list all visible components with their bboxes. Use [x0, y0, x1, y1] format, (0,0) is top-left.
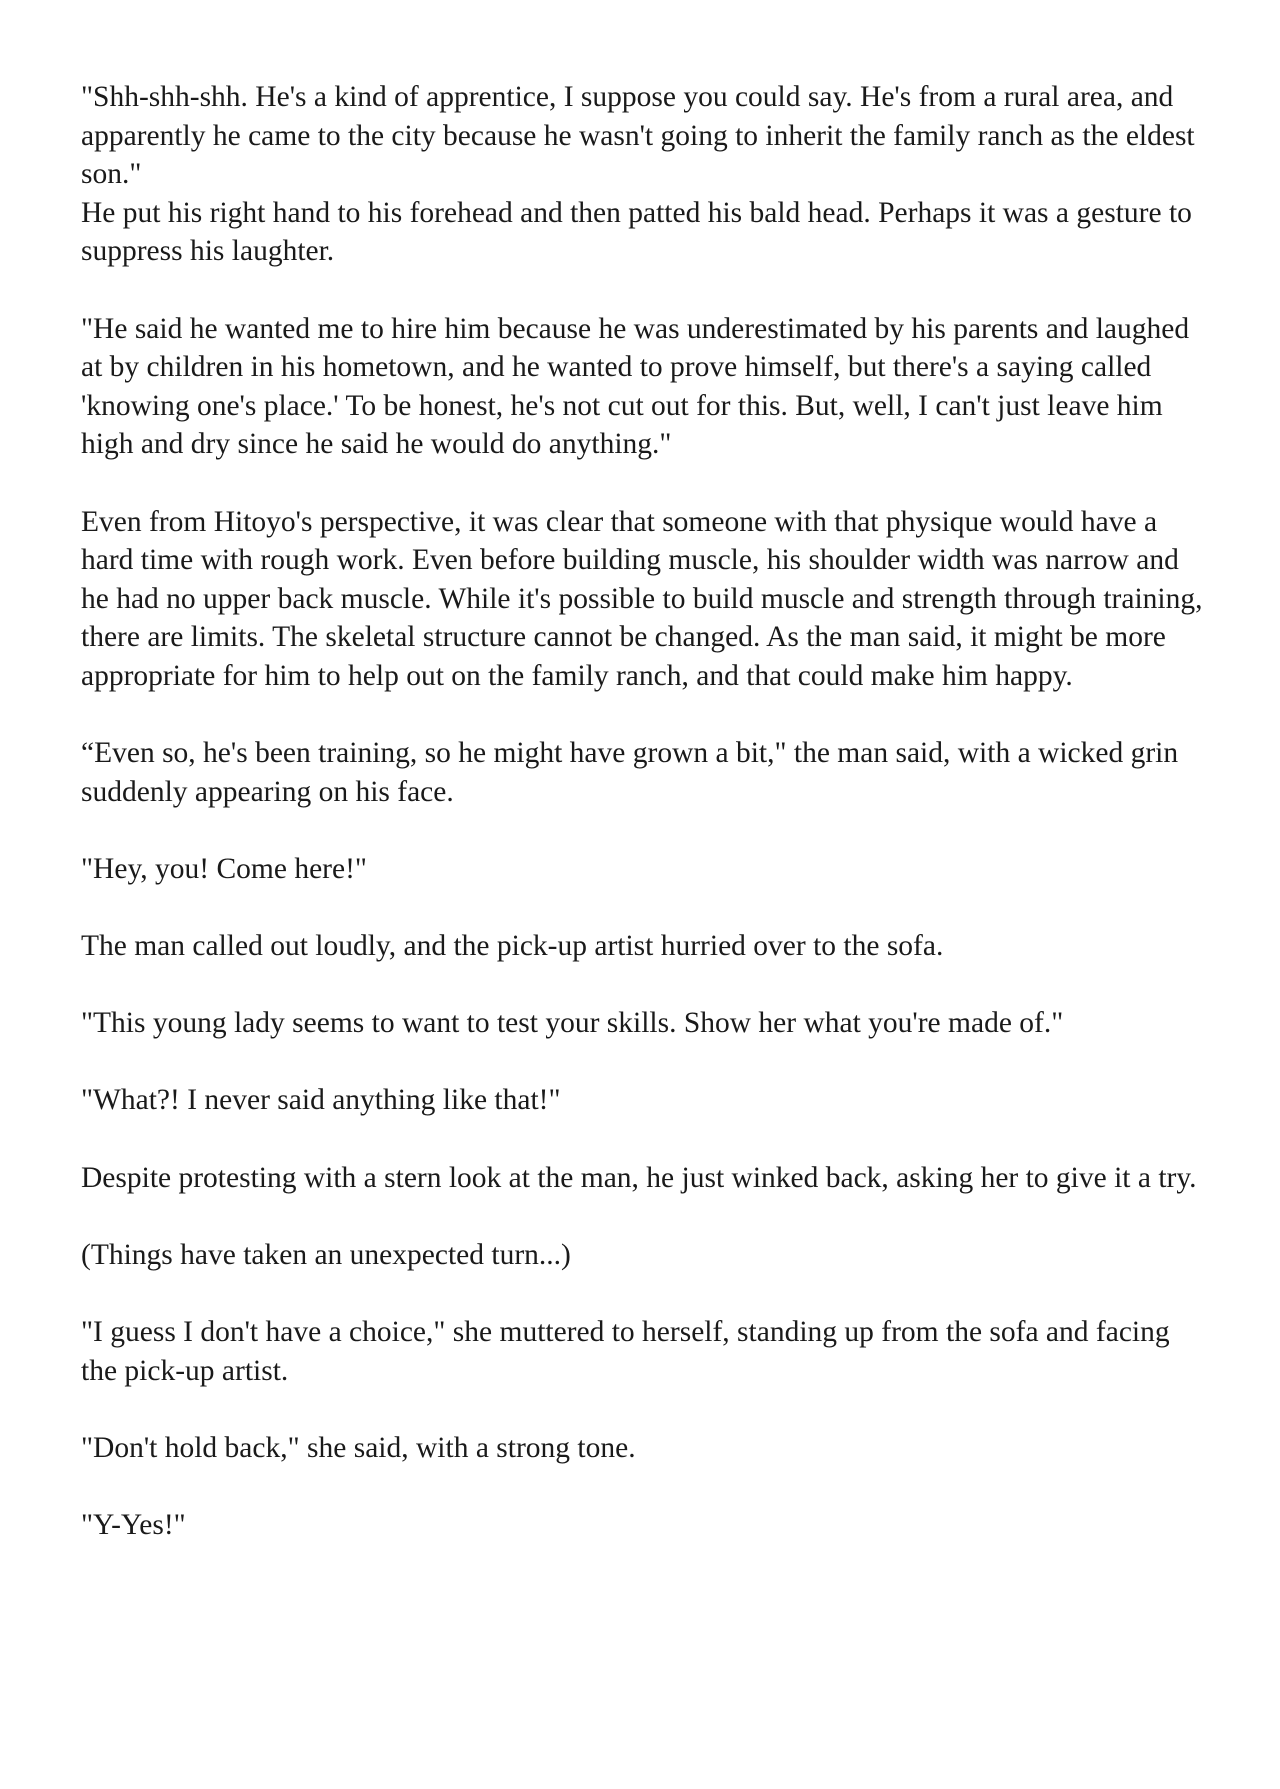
- paragraph-10: Despite protesting with a stern look at the man, he just winked back, asking her to give it a try.: [81, 1161, 1197, 1194]
- document-page: [81, 78, 1211, 1545]
- paragraph-2: He put his right hand to his forehead and then patted his bald head. Perhaps it was a gesture to suppress his laughter.: [81, 196, 1192, 268]
- paragraph-14: "Y-Yes!": [81, 1508, 186, 1541]
- paragraph-1: "Shh-shh-shh. He's a kind of apprentice, I suppose you could say. He's from a rural area, and apparently he came to the city because he wasn't going to inherit the family ranch as the eldest son.": [81, 81, 1195, 191]
- paragraph-12: "I guess I don't have a choice," she muttered to herself, standing up from the sofa and facing the pick-up artist.: [81, 1316, 1170, 1387]
- paragraph-4: Even from Hitoyo's perspective, it was clear that someone with that physique would have a hard time with rough work. Even before building muscle, his shoulder width was narrow and he had no upper back muscle. While it's possible to build muscle and strength through training, there are limits. The skeletal structure cannot be changed. As the man said, it might be more appropriate for him to help out on the family ranch, and that could make him happy.: [81, 505, 1203, 692]
- paragraph-13: "Don't hold back," she said, with a strong tone.: [81, 1431, 636, 1464]
- paragraph-9: "What?! I never said anything like that!": [81, 1084, 561, 1117]
- paragraph-8: "This young lady seems to want to test your skills. Show her what you're made of.": [81, 1007, 1064, 1040]
- paragraph-3: "He said he wanted me to hire him because he was underestimated by his parents and laughed at by children in his hometown, and he wanted to prove himself, but there's a saying called 'knowing one's place.' To be honest, he's not cut out for this. But, well, I can't just leave him high and dry since he said he would do anything.": [81, 312, 1190, 461]
- paragraph-11: (Things have taken an unexpected turn...): [81, 1238, 571, 1271]
- paragraph-6: "Hey, you! Come here!": [81, 852, 367, 885]
- paragraph-5: “Even so, he's been training, so he might have grown a bit," the man said, with a wicked grin suddenly appearing on his face.: [81, 737, 1179, 808]
- paragraph-7: The man called out loudly, and the pick-up artist hurried over to the sofa.: [81, 930, 944, 963]
